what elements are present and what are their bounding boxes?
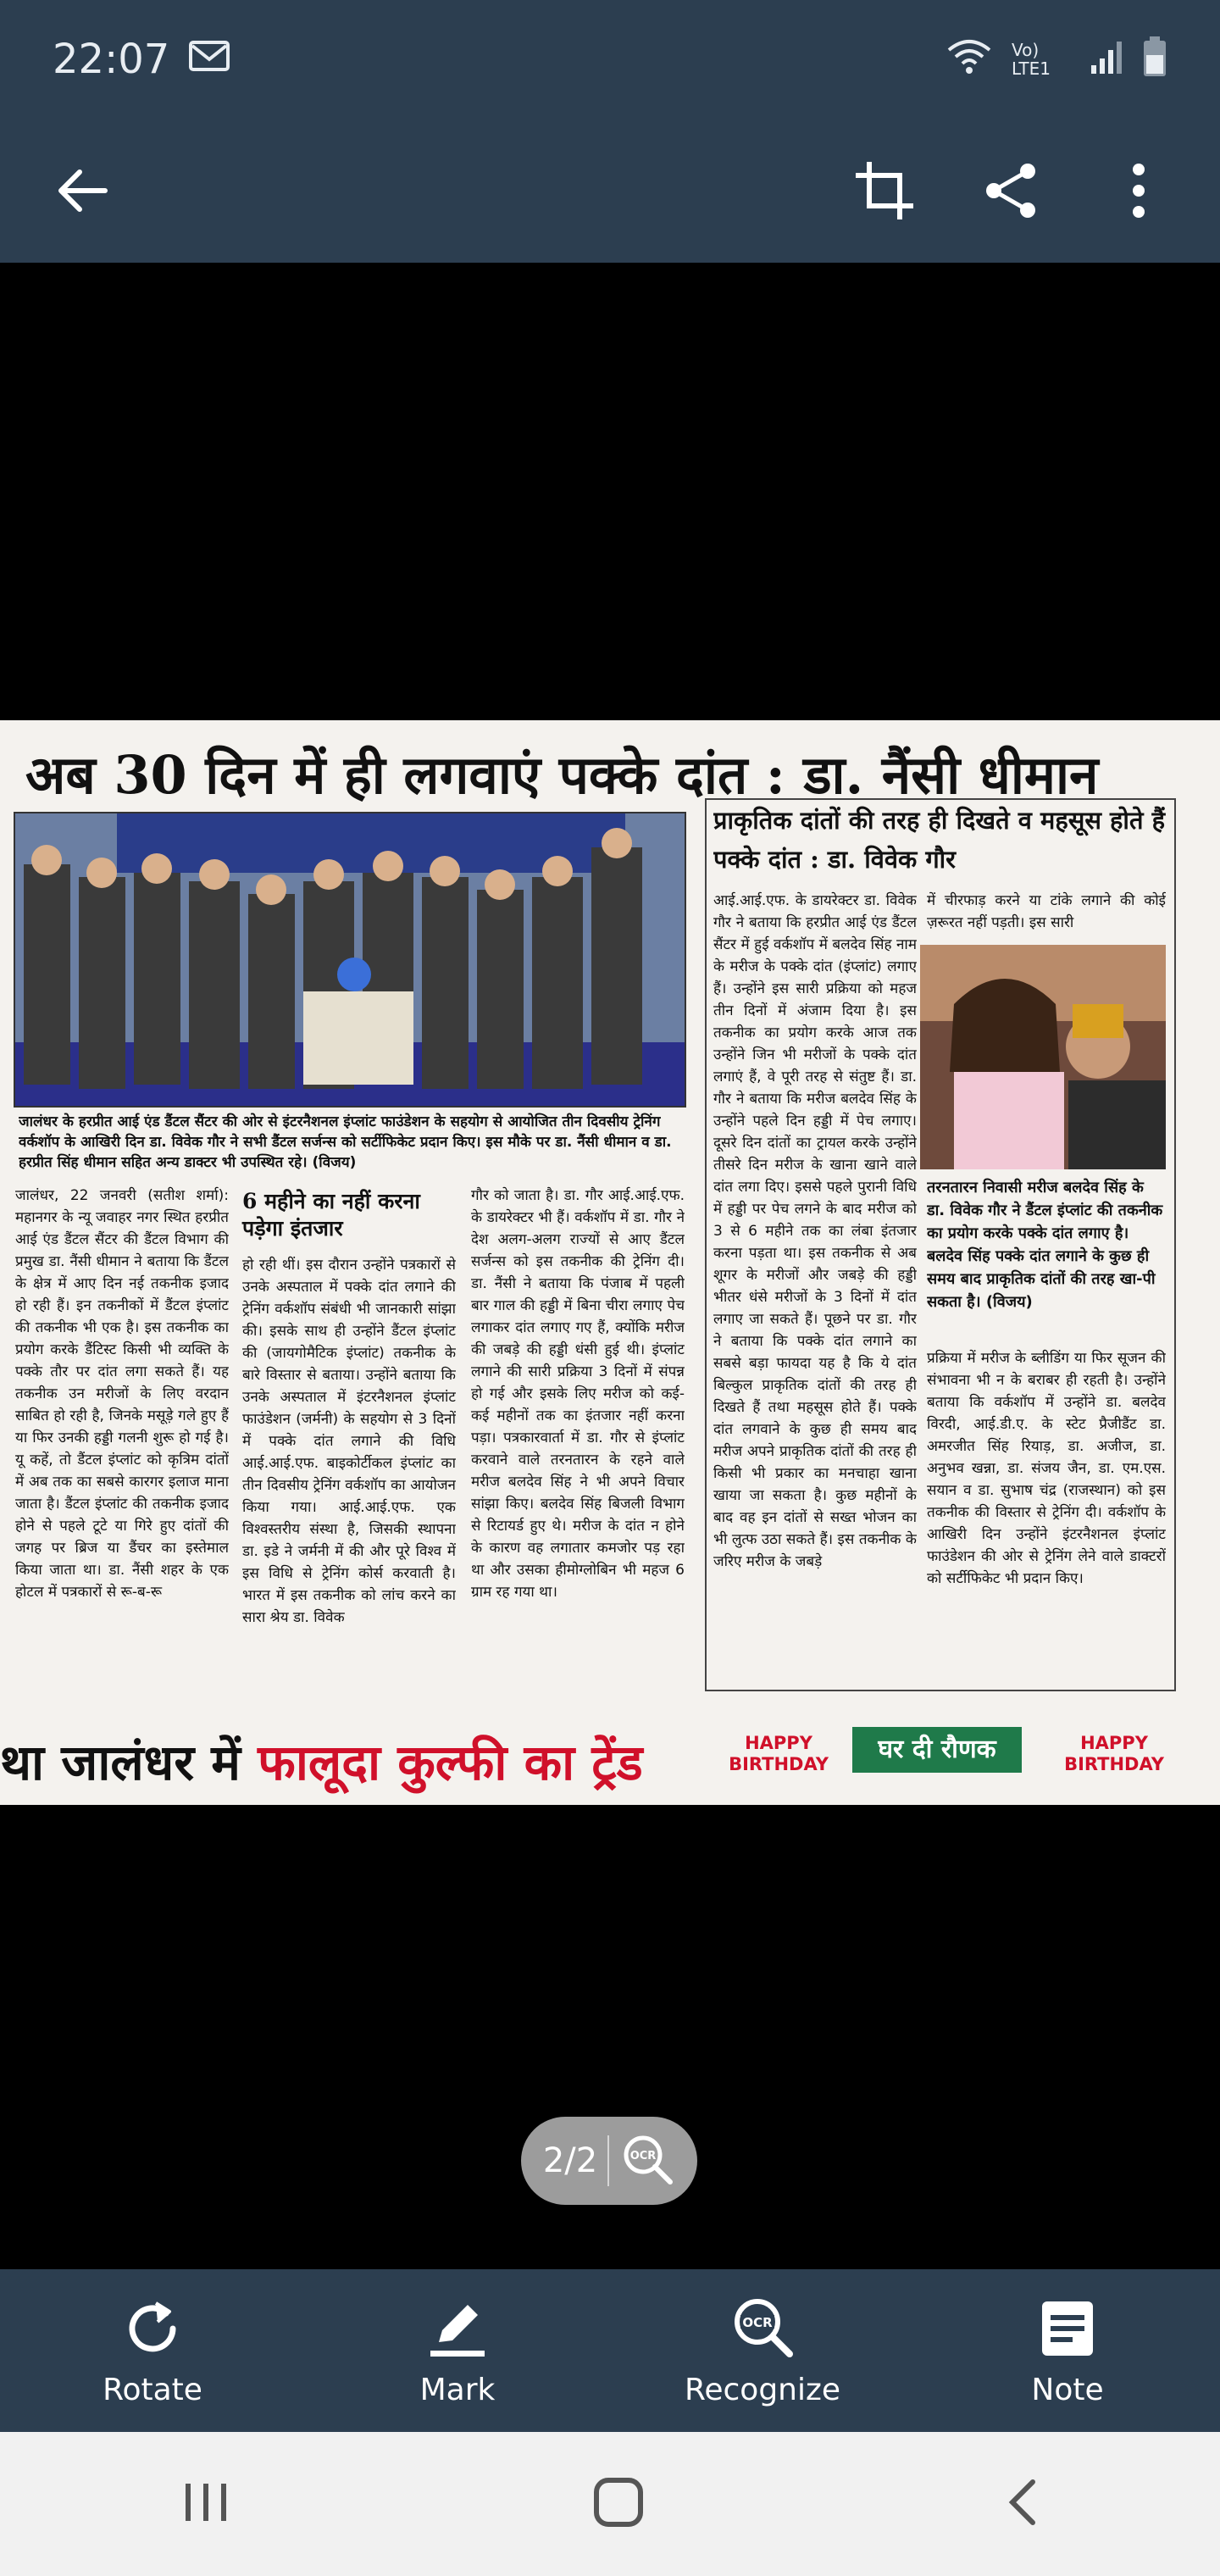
sidebar-column-2-top: में चीरफाड़ करने या टांके लगाने की कोई ज़रूरत नहीं पड़ती। इस सारी: [927, 892, 1166, 931]
nav-back-icon: [1006, 2477, 1040, 2528]
system-nav-bar: [0, 2432, 1220, 2576]
note-button[interactable]: [940, 2295, 1195, 2407]
rotate-label: Rotate: [103, 2372, 202, 2407]
sidebar-column-2: प्रक्रिया में मरीज के ब्लीडिंग या फिर सूजन की संभावना भी न के बराबर ही रहती है। उन्होंने बताया कि वर्कशॉप में उन्होंने डा. बलदेव विरदी, आई.डी.ए. के स्टेट प्रैजीडैंट डा. अमरजीत सिंह रियाड़, डा. अजीज, डा. अनुभव खन्ना, डा. संजय जैन, डा. एम.एस. सयान व डा. सुभाष चंद्र (राजस्थान) को इस तकनीक की विस्तार से ट्रेनिंग दी। वर्कशॉप के आखिरी दिन उन्होंने इंटरनैशनल इंप्लांट फाउंडेशन की ओर से ट्रेनिंग लेने वाले डाक्टरों को सर्टीफिकेट भी प्रदान किए।: [927, 1350, 1166, 1587]
mark-button[interactable]: [330, 2295, 585, 2407]
column-2-heading-block: [242, 1185, 456, 1249]
crop-button[interactable]: [851, 157, 918, 225]
recent-apps-button[interactable]: [180, 2477, 231, 2531]
image-viewer[interactable]: [0, 263, 1220, 2269]
page-number: 2/2: [542, 2141, 598, 2180]
note-label: Note: [1031, 2372, 1104, 2407]
sidebar-article-title: प्राकृतिक दांतों की तरह ही दिखते व महसूस होते हैं पक्के दांत : डा. विवेक गौर: [713, 806, 1165, 874]
nav-back-button[interactable]: [1006, 2477, 1040, 2531]
note-icon: [1034, 2295, 1101, 2362]
sidebar-column-1: आई.आई.एफ. के डायरेक्टर डा. विवेक गौर ने बताया कि हरप्रीत आई एंड डैंटल सैंटर में हुई वर्कशॉप में बलदेव सिंह नाम के मरीज के पक्के दांत (इंप्लांट) लगाए हैं। उन्होंने इस सारी प्रक्रिया को महज तीन दिनों में अंजाम दिया है। इस तकनीक का प्रयोग करके आज तक उन्होंने जिन भी मरीजों के पक्के दांत लगाएं हैं, वे पूरी तरह से संतुष्ट हैं। डा. गौर ने बताया कि मरीज बलदेव सिंह के उन्होंने पहले दिन हड्डी में पेच लगाए। दूसरे दिन दांतों का ट्रायल करके उन्होंने तीसरे दिन मरीज के खाना खाने वाले दांत लगा दिए। इससे पहले पुरानी विधि में हड्डी पर पेच लगने के बाद मरीज को 3 से 6 महीने तक का लंबा इंतजार करना पड़ता था। इस तकनीक से अब शूगर के मरीजों और जबड़े की हड्डी भीतर धंसे मरीजों के 3 दिनों में दांत लगाए जा सकते हैं। पूछने पर डा. गौर ने बताया कि पक्के दांत लगाने का सबसे बड़ा फायदा यह है कि ये दांत बिल्कुल प्राकृतिक दांतों की तरह ही दिखते हैं तथा महसूस होते हैं। पक्के दांत लगवाने के कुछ ही समय बाद मरीज अपने प्राकृतिक दांतों की तरह ही किसी भी प्रकार का मनचाहा खाना खाया जा सकता है। कुछ महीनों के बाद वह इन दांतों से सख्त भोजन का भी लुत्फ उठा सकते हैं। इस तकनीक के जरिए मरीज के जबड़े: [713, 892, 917, 1570]
share-button[interactable]: [978, 157, 1045, 225]
recognize-ocr-text: OCR: [742, 2314, 773, 2330]
network-label: Vo) LTE1: [1012, 40, 1051, 79]
signal-icon: [1090, 38, 1123, 80]
home-button[interactable]: [591, 2475, 646, 2533]
next-headline-black: था जालंधर में: [0, 1734, 241, 1791]
recent-apps-icon: [180, 2477, 231, 2528]
patient-photo: [920, 945, 1166, 1169]
rotate-button[interactable]: [25, 2295, 280, 2407]
ocr-recognize-icon: [729, 2295, 796, 2362]
patient-photo-caption: तरनतारन निवासी मरीज बलदेव सिंह के डा. विवेक गौर ने डैंटल इंप्लांट की तकनीक का प्रयोग करके पक्के दांत लगाए है। बलदेव सिंह पक्के दांत लगाने के कुछ ही समय बाद प्राकृतिक दांतों की तरह खा-पी सकता है। (विजय): [927, 1179, 1163, 1311]
more-options-button[interactable]: [1105, 157, 1173, 225]
article-column-3: गौर को जाता है। डा. गौर आई.आई.एफ. के डायरेक्टर भी हैं। वर्कशॉप में डा. गौर ने देश अलग-अलग राज्यों से आए डैंटल सर्जन्स को इस तकनीक की ट्रेनिंग दी। डा. नैंसी ने बताया कि पंजाब में पहली बार गाल की हड्डी में बिना चीरा लगाए पेच लगाकर दांत लगाए गए हैं, क्योंकि मरीज की जबड़े की हड्डी धंसी हुई थी। इंप्लांट लगाने की सारी प्रक्रिया 3 दिनों में संपन्न हो गई और इसके लिए मरीज को कई-कई महीनों तक का इंतजार नहीं करना पड़ा। पत्रकारवार्ता में डा. गौर से इंप्लांट करवाने वाले तरनतारन के रहने वाले मरीज बलदेव सिंह ने भी अपने विचार सांझा किए। बलदेव सिंह बिजली विभाग से रिटायर्ड हुए थे। मरीज के दांत न होने के कारण वह लगातार कमजोर पड़ रहा था और उसका हीमोग्लोबिन भी महज 6 ग्राम रह गया था।: [471, 1187, 685, 1601]
birthday-label-1: HAPPY BIRTHDAY: [729, 1733, 829, 1774]
column-2-subhead: 6 महीने का नहीं करना पड़ेगा इंतजार: [242, 1189, 420, 1241]
recognize-label: Recognize: [684, 2372, 841, 2407]
letterbox-area: [0, 1805, 1220, 2072]
recognize-button[interactable]: [635, 2295, 890, 2407]
crop-icon: [854, 160, 915, 221]
photo-caption: जालंधर के हरप्रीत आई एंड डैंटल सैंटर की ओर से इंटरनैशनल इंप्लांट फाउंडेशन के सहयोग से आयोजित तीन दिवसीय ट्रेनिंग वर्कशॉप के आखिरी दिन डा. विवेक गौर ने सभी डैंटल सर्जन्स को सर्टीफिकेट प्रदान किए। इस मौके पर डा. नैंसी धीमान व डा. हरप्रीत सिंह धीमान सहित अन्य डाक्टर भी उपस्थित रहे। (विजय): [19, 1113, 672, 1171]
more-vert-icon: [1130, 163, 1147, 219]
home-icon: [591, 2475, 646, 2529]
ocr-text: OCR: [629, 2150, 657, 2162]
ocr-search-icon[interactable]: [619, 2133, 675, 2189]
page-indicator[interactable]: [521, 2117, 697, 2205]
newspaper-image: [0, 720, 1220, 2072]
back-arrow-icon: [54, 167, 108, 214]
divider: [607, 2135, 609, 2186]
status-bar: [0, 0, 1220, 119]
article-column-1: जालंधर, 22 जनवरी (सतीश शर्मा): महानगर के न्यू जवाहर नगर स्थित हरप्रीत आई एंड डैंटल सैंटर की डैंटल विभाग की प्रमुख डा. नैंसी धीमान ने बताया कि डैंटल के क्षेत्र में आए दिन नई तकनीक इजाद हो रही हैं। इन तकनीकों में डैंटल इंप्लांट की तकनीक भी एक है। इस तकनीक का प्रयोग करके डैंटिस्ट किसी भी व्यक्ति के पक्के तौर पर दांत लगा सकते हैं। यह तकनीक उन मरीजों के लिए वरदान साबित हो रही है, जिनके मसूड़े गले हुए हैं या फिर उनकी हड्डी गलनी शुरू हो गई है। यू कहें, तो डैंटल इंप्लांट को कृत्रिम दांतों में अब तक का सबसे कारगर इलाज माना जाता है। डैंटल इंप्लांट की तकनीक इजाद होने से पहले टूटे या गिरे हुए दांतों की जगह पर ब्रिज या डैंचर का इस्तेमाल किया जाता था। डा. नैंसी शहर के एक होटल में पत्रकारों से रू-ब-रू: [15, 1187, 229, 1601]
wifi-icon: [946, 38, 993, 80]
group-photo: [14, 812, 686, 1108]
top-toolbar: [0, 119, 1220, 263]
share-icon: [982, 161, 1041, 220]
rotate-icon: [119, 2295, 186, 2362]
birthday-label-2: HAPPY BIRTHDAY: [1064, 1733, 1164, 1774]
headline: अब 30 दिन में ही लगवाएं पक्के दांत : डा. नैंसी धीमान: [25, 744, 1099, 806]
next-headline-red: फालूदा कुल्फी का ट्रेंड: [258, 1734, 643, 1791]
mark-label: Mark: [419, 2372, 496, 2407]
back-button[interactable]: [47, 157, 115, 225]
battery-icon: [1142, 36, 1167, 82]
section-label: घर दी रौणक: [852, 1727, 1022, 1773]
article-column-2: हो रही थीं। इस दौरान उन्होंने पत्रकारों से उनके अस्पताल में पक्के दांत लगाने की ट्रेनिंग वर्कशॉप संबंधी भी जानकारी सांझा की। इसके साथ ही उन्होंने डैंटल इंप्लांट की (जायगोमैटिक इंप्लांट) तकनीक के बारे विस्तार से बताया। उन्होंने बताया कि उनके अस्पताल में इंटरनैशनल इंप्लांट फाउंडेशन (जर्मनी) के सहयोग से 3 दिनों में पक्के दांत लगाने की विधि आई.आई.एफ. बाइकोर्टीकल इंप्लांट का तीन दिवसीय ट्रेनिंग वर्कशॉप का आयोजन किया गया। आई.आई.एफ. एक विश्वस्तरीय संस्था है, जिसकी स्थापना डा. इडे ने जर्मनी में की और पूरे विश्व में इस विधि से ट्रेनिंग कोर्स करवाती है। भारत में इस तकनीक को लांच करने का सारा श्रेय डा. विवेक: [242, 1257, 456, 1626]
status-time: 22:07: [53, 36, 170, 83]
next-headline: [0, 1720, 643, 1805]
pen-icon: [424, 2295, 491, 2362]
bottom-action-bar: [0, 2269, 1220, 2432]
mail-icon: [188, 36, 230, 83]
